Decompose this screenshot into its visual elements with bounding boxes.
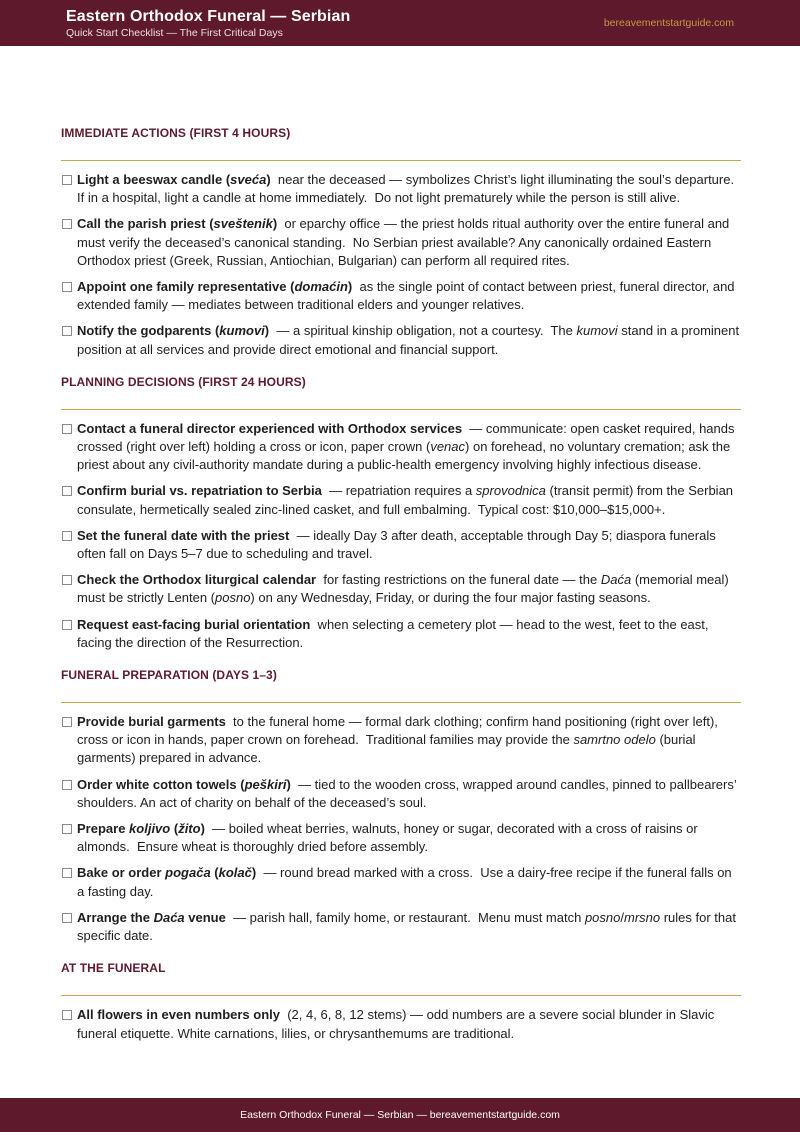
- item-heading-text: venue: [184, 909, 226, 925]
- item-description: — communicate: open casket required, hands crossed (right over left) holding a cross or icon, paper crown (: [77, 420, 739, 455]
- item-heading-term: sveća: [230, 172, 267, 187]
- item-heading: [77, 714, 226, 729]
- item-heading-text: Prepare: [77, 821, 130, 837]
- checklist-item: [61, 616, 741, 652]
- item-heading: [77, 323, 269, 338]
- item-heading-term: kolač: [218, 865, 252, 881]
- item-term: posno: [584, 909, 621, 925]
- item-heading-text: All flowers in even numbers only: [77, 1007, 280, 1023]
- item-heading: [77, 865, 256, 880]
- checkbox[interactable]: [62, 620, 72, 630]
- item-description: (2, 4, 6, 8, 12 stems) — odd numbers are a severe social blunder in Slavic funeral etiquette. White carnations, lilies, or chrysanthemums are traditional.: [77, 1007, 718, 1041]
- checklist-content: [61, 126, 741, 1059]
- checkbox[interactable]: [62, 424, 72, 434]
- checkbox[interactable]: [62, 531, 72, 541]
- item-heading-text: Call the parish priest (: [77, 216, 214, 232]
- item-description: for fasting restrictions on the funeral date — the: [316, 572, 601, 588]
- section-title: PLANNING DECISIONS (FIRST 24 HOURS): [61, 375, 741, 410]
- item-description: near the deceased — symbolizes Christ’s light illuminating the soul’s departure. If in a hospital, light a candle at home immediately. Do not light prematurely while the person is still alive.: [77, 172, 742, 206]
- checkbox[interactable]: [62, 780, 72, 790]
- item-description: when selecting a cemetery plot — head to the west, feet to the east, facing the direction of the Resurrection.: [77, 616, 713, 650]
- item-description: /: [620, 909, 624, 925]
- item-description: (memorial meal) must be strictly Lenten (: [77, 572, 733, 606]
- site-link[interactable]: bereavementstartguide.com: [603, 17, 734, 29]
- checklist-item: [61, 278, 741, 314]
- item-description: — tied to the wooden cross, wrapped around candles, pinned to pallbearers’ shoulders. An act of charity on behalf of the deceased’s soul.: [77, 776, 740, 810]
- item-heading-text: Arrange the: [77, 909, 154, 925]
- item-description: to the funeral home — formal dark clothing; confirm hand positioning (right over left), cross or icon in hands, paper crown on forehead. Traditional families may provide the: [77, 714, 722, 748]
- checklist-section: [61, 126, 741, 359]
- checklist-item: [61, 864, 741, 900]
- item-heading-term: domaćin: [294, 279, 348, 295]
- item-heading-text: ): [251, 865, 257, 881]
- item-heading: [77, 617, 310, 632]
- item-heading-term: sveštenik: [213, 216, 273, 232]
- checkbox[interactable]: [62, 824, 72, 834]
- checklist-item: [61, 420, 741, 475]
- section-title: FUNERAL PREPARATION (DAYS 1–3): [61, 668, 741, 703]
- item-description: rules for that specific date.: [77, 909, 740, 944]
- section-title: AT THE FUNERAL: [61, 961, 741, 996]
- item-term: kumovi: [576, 323, 618, 339]
- checkbox[interactable]: [62, 282, 72, 292]
- item-heading-text: Light a beeswax candle (: [77, 172, 231, 187]
- checkbox[interactable]: [62, 1010, 72, 1020]
- checklist-item: [61, 776, 741, 812]
- checklist-item: [61, 713, 741, 768]
- item-heading-term: kumovi: [219, 323, 265, 339]
- item-heading-text: Provide burial garments: [77, 714, 226, 730]
- checkbox[interactable]: [62, 175, 72, 185]
- checkbox[interactable]: [62, 486, 72, 496]
- footer-bar: [0, 1098, 800, 1132]
- checklist-item: [61, 820, 741, 856]
- item-heading-text: ): [264, 323, 270, 339]
- item-heading-text: ): [347, 279, 353, 295]
- item-term: sprovodnica: [475, 483, 546, 499]
- item-heading: [77, 172, 271, 187]
- checkbox[interactable]: [62, 913, 72, 923]
- item-description: — a spiritual kinship obligation, not a courtesy. The: [269, 323, 577, 339]
- checklist-item: [61, 215, 741, 270]
- item-heading: [77, 572, 316, 587]
- item-term: samrtno odelo: [573, 732, 656, 748]
- item-description: (transit permit) from the Serbian consulate, hermetically sealed zinc-lined casket, and full embalming. Typical cost: $10,000–$15,000+.: [77, 483, 737, 517]
- checklist-section: [61, 961, 741, 1042]
- page-title: Eastern Orthodox Funeral — Serbian: [66, 8, 351, 25]
- checklist-item: [61, 171, 741, 207]
- item-description: ) on any Wednesday, Friday, or during the four major fasting seasons.: [250, 590, 651, 606]
- checkbox[interactable]: [62, 575, 72, 585]
- item-heading: [77, 821, 205, 836]
- item-description: stand in a prominent position at all services and provide direct emotional and financial support.: [77, 323, 743, 357]
- item-heading-text: ): [200, 821, 205, 837]
- item-term: Daća: [600, 572, 632, 588]
- checklist-item: [61, 571, 741, 607]
- item-description: — boiled wheat berries, walnuts, honey or sugar, decorated with a cross of raisins or almonds. Ensure wheat is thoroughly dried before assembly.: [77, 821, 702, 855]
- item-heading: [77, 279, 352, 294]
- item-term: posno: [215, 590, 251, 606]
- item-heading-text: Check the Orthodox liturgical calendar: [77, 572, 317, 588]
- checklist-item: [61, 909, 741, 945]
- item-description: or eparchy office — the priest holds ritual authority over the entire funeral and must verify the deceased’s canonical standing. No Serbian priest available? Any canonically ordained Eastern Orthodox priest (Greek, Russian, Antiochian, Bulgarian) can perform all required rites.: [77, 216, 733, 268]
- item-heading-text: (: [210, 865, 219, 881]
- item-heading: [77, 528, 289, 543]
- item-heading-text: Notify the godparents (: [77, 323, 220, 339]
- item-heading-text: Set the funeral date with the priest: [77, 527, 290, 543]
- item-heading-text: ): [272, 216, 278, 232]
- checklist-item: [61, 322, 741, 358]
- item-description: — ideally Day 3 after death, acceptable through Day 5; diaspora funerals often fall on Days 5–7 due to scheduling and travel.: [77, 527, 720, 562]
- item-term: mrsno: [623, 909, 661, 925]
- checklist-item: [61, 482, 741, 518]
- checklist-item: [61, 527, 741, 563]
- item-heading: [77, 777, 291, 792]
- item-heading-term: Daća: [153, 909, 185, 925]
- item-description: (burial garments) prepared in advance.: [77, 732, 700, 766]
- item-heading-term: žito: [178, 821, 201, 837]
- item-description: ) on forehead, no voluntary cremation; ask the priest about any civil-authority mandate during a public-health emergency involving highly infectious disease.: [77, 439, 734, 473]
- checklist-section: [61, 375, 741, 652]
- item-heading-text: Confirm burial vs. repatriation to Serbia: [77, 483, 322, 499]
- item-heading: [77, 910, 226, 925]
- item-heading-text: Bake or order: [77, 865, 166, 881]
- item-heading: [77, 216, 277, 231]
- item-heading-text: ): [266, 172, 271, 187]
- checkbox[interactable]: [62, 326, 72, 336]
- item-heading-term: koljivo: [129, 821, 171, 837]
- item-heading-text: Request east-facing burial orientation: [77, 616, 311, 632]
- item-heading-text: (: [170, 821, 179, 837]
- item-description: — parish hall, family home, or restaurant. Menu must match: [225, 909, 585, 925]
- item-term: venac: [430, 439, 466, 455]
- footer-text: Eastern Orthodox Funeral — Serbian — bereavementstartguide.com: [240, 1109, 560, 1121]
- section-title: IMMEDIATE ACTIONS (FIRST 4 HOURS): [61, 126, 741, 161]
- item-heading-text: ): [286, 776, 291, 792]
- checkbox[interactable]: [62, 219, 72, 229]
- checklist-item: [61, 1006, 741, 1042]
- page-subtitle: Quick Start Checklist — The First Critical Days: [66, 27, 283, 39]
- item-heading: [77, 483, 322, 498]
- item-description: — repatriation requires a: [321, 483, 476, 499]
- item-heading: [77, 1007, 280, 1022]
- item-heading-term: pogača: [165, 865, 211, 881]
- item-heading-text: Appoint one family representative (: [77, 279, 295, 295]
- checklist-section: [61, 668, 741, 945]
- header-bar: [0, 0, 800, 46]
- checkbox[interactable]: [62, 717, 72, 727]
- item-heading-text: Contact a funeral director experienced with Orthodox services: [77, 420, 463, 436]
- checkbox[interactable]: [62, 868, 72, 878]
- item-description: as the single point of contact between priest, funeral director, and extended family — mediates between traditional elders and younger relatives.: [77, 279, 739, 313]
- item-heading-text: Order white cotton towels (: [77, 776, 245, 792]
- item-heading-term: peškiri: [244, 776, 287, 792]
- item-heading: [77, 421, 462, 436]
- item-description: — round bread marked with a cross. Use a dairy-free recipe if the funeral falls on a fasting day.: [77, 865, 736, 899]
